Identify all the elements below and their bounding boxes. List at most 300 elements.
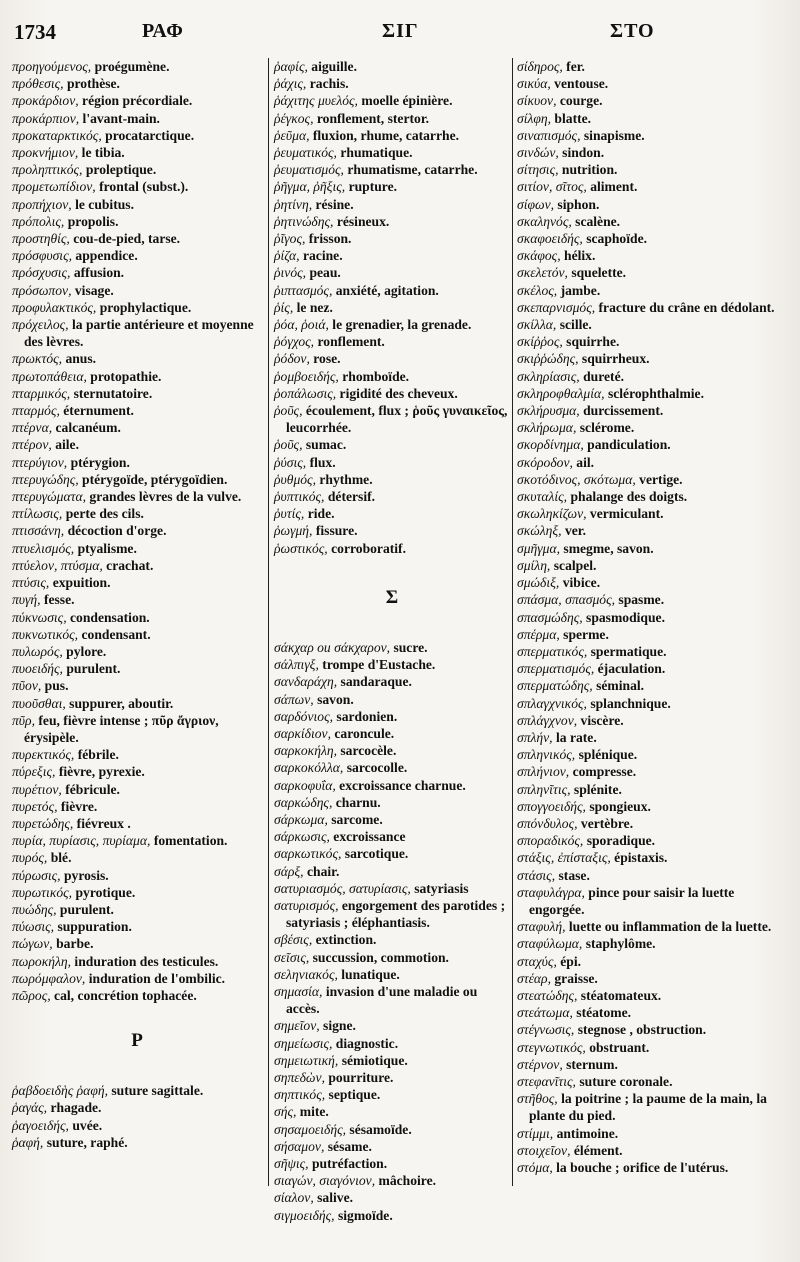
french-definition: excroissance xyxy=(329,829,406,845)
greek-headword: σησαμοειδής, xyxy=(274,1121,347,1137)
french-definition: compresse. xyxy=(569,764,637,780)
dictionary-entry xyxy=(12,161,262,178)
greek-headword: πρόσωπον, xyxy=(12,282,72,298)
greek-headword: σκίῤῥος, xyxy=(517,334,563,350)
french-definition: sternutatoire. xyxy=(70,385,153,401)
french-definition: protopathie. xyxy=(86,368,162,384)
french-definition: la partie antérieure et moyenne des lèvres. xyxy=(24,317,254,350)
greek-headword: σημείωσις, xyxy=(274,1035,333,1051)
greek-headword: προφυλακτικός, xyxy=(12,299,97,315)
greek-headword: ῥοῦς, xyxy=(274,403,303,419)
greek-headword: πυρέτιον, xyxy=(12,781,62,797)
french-definition: chair. xyxy=(303,863,340,879)
dictionary-entry xyxy=(12,695,262,712)
header-center-guideword: ΣΙΓ xyxy=(382,20,419,42)
dictionary-entry xyxy=(12,849,262,866)
dictionary-entry xyxy=(12,1099,262,1116)
french-definition: rose. xyxy=(309,351,341,367)
greek-headword: στεάτωμα, xyxy=(517,1005,573,1021)
french-definition: anxiété, agitation. xyxy=(332,282,439,298)
dictionary-entry xyxy=(274,931,510,948)
french-definition: spermatique. xyxy=(587,643,667,659)
french-definition: squirrhe. xyxy=(562,334,620,350)
greek-headword: ῥινός, xyxy=(274,265,307,281)
french-definition: suture sagittale. xyxy=(107,1083,204,1099)
dictionary-entry xyxy=(12,1082,262,1099)
french-definition: séminal. xyxy=(592,678,645,694)
dictionary-entry xyxy=(517,729,792,746)
running-header xyxy=(10,20,790,54)
dictionary-entry xyxy=(274,759,510,776)
dictionary-entry xyxy=(274,1035,510,1052)
greek-headword: ῥαβδοειδὴς ῥαφή, xyxy=(12,1083,108,1099)
greek-headword: σταφυλάγρα, xyxy=(517,884,585,900)
french-definition: condensant. xyxy=(78,626,151,642)
french-definition: propolis. xyxy=(64,213,119,229)
section-letter: Σ xyxy=(385,586,399,608)
dictionary-entry xyxy=(517,1090,792,1124)
dictionary-entry xyxy=(274,230,510,247)
french-definition: pyrosis. xyxy=(60,867,109,883)
dictionary-entry xyxy=(12,798,262,815)
dictionary-entry xyxy=(517,677,792,694)
greek-headword: σπογγοειδής, xyxy=(517,798,586,814)
french-definition: sucre. xyxy=(390,639,428,655)
dictionary-entry xyxy=(12,574,262,591)
dictionary-entry xyxy=(12,677,262,694)
greek-headword: ῥοῦς, xyxy=(274,437,303,453)
dictionary-entry xyxy=(274,691,510,708)
greek-headword: σκεπαρνισμός, xyxy=(517,299,596,315)
greek-headword: στέρνον, xyxy=(517,1056,563,1072)
french-definition: détersif. xyxy=(324,489,376,505)
dictionary-entry xyxy=(12,815,262,832)
dictionary-entry xyxy=(274,92,510,109)
greek-headword: πωρόμφαλον, xyxy=(12,970,86,986)
greek-headword: σκορδίνημα, xyxy=(517,437,584,453)
dictionary-entry xyxy=(12,264,262,281)
french-definition: l'avant-main. xyxy=(79,110,160,126)
greek-headword: στεφανῖτις, xyxy=(517,1073,576,1089)
greek-headword: πύρωσις, xyxy=(12,867,61,883)
dictionary-entry xyxy=(517,574,792,591)
dictionary-entry xyxy=(274,1155,510,1172)
greek-headword: ῥύσις, xyxy=(274,454,307,470)
dictionary-entry xyxy=(274,368,510,385)
dictionary-entry xyxy=(12,247,262,264)
french-definition: squelette. xyxy=(567,265,627,281)
greek-headword: σαρκοκόλλα, xyxy=(274,760,344,776)
dictionary-entry xyxy=(274,75,510,92)
dictionary-entry xyxy=(274,196,510,213)
greek-headword: ῥίζα, xyxy=(274,248,300,264)
dictionary-entry xyxy=(517,92,792,109)
greek-headword: σμώδιξ, xyxy=(517,575,560,591)
greek-headword: σπερματισμός, xyxy=(517,661,595,677)
dictionary-entry xyxy=(517,660,792,677)
dictionary-entry xyxy=(274,983,510,1017)
greek-headword: σάκχαρ ou σάκχαρον, xyxy=(274,639,391,655)
french-definition: ver. xyxy=(561,523,586,539)
french-definition: ptérygion. xyxy=(67,454,130,470)
dictionary-entry xyxy=(517,953,792,970)
dictionary-entry xyxy=(12,505,262,522)
dictionary-entry xyxy=(12,557,262,574)
french-definition: scille. xyxy=(556,317,592,333)
greek-headword: σπόνδυλος, xyxy=(517,815,578,831)
french-definition: barbe. xyxy=(52,936,94,952)
dictionary-entry xyxy=(517,1056,792,1073)
dictionary-entry xyxy=(274,880,510,897)
dictionary-entry xyxy=(274,402,510,436)
french-definition: phalange des doigts. xyxy=(567,489,688,505)
greek-headword: πτερύγιον, xyxy=(12,454,68,470)
greek-headword: ῥωγμή, xyxy=(274,523,313,539)
dictionary-entry xyxy=(274,1086,510,1103)
dictionary-entry xyxy=(274,213,510,230)
dictionary-entry xyxy=(274,1069,510,1086)
french-definition: pandiculation. xyxy=(583,437,671,453)
french-definition: suture coronale. xyxy=(575,1073,673,1089)
french-definition: fièvre, pyrexie. xyxy=(55,764,145,780)
greek-headword: πῦον, xyxy=(12,678,42,694)
dictionary-entry xyxy=(274,725,510,742)
french-definition: prothèse. xyxy=(63,76,120,92)
dictionary-entry xyxy=(274,949,510,966)
header-left-guideword: ΡΑΦ xyxy=(142,20,184,42)
greek-headword: πτύσις, xyxy=(12,575,50,591)
french-definition: fébrile. xyxy=(74,747,119,763)
greek-headword: ῥοπάλωσις, xyxy=(274,385,337,401)
french-definition: splénique. xyxy=(575,747,638,763)
french-definition: épistaxis. xyxy=(610,850,668,866)
greek-headword: σατυριασμός, σατυρίασις, xyxy=(274,880,411,896)
greek-headword: πυοειδής, xyxy=(12,661,63,677)
french-definition: graisse. xyxy=(550,970,598,986)
dictionary-entry xyxy=(274,316,510,333)
dictionary-entry xyxy=(517,385,792,402)
french-definition: épi. xyxy=(556,953,582,969)
french-definition: fomentation. xyxy=(150,833,228,849)
french-definition: stase. xyxy=(555,867,590,883)
dictionary-entry xyxy=(12,953,262,970)
greek-headword: πῦρ, xyxy=(12,712,35,728)
greek-headword: πυρεκτικός, xyxy=(12,747,75,763)
french-definition: purulent. xyxy=(56,901,114,917)
french-definition: racine. xyxy=(299,248,343,264)
dictionary-entry xyxy=(517,75,792,92)
greek-headword: ῥαφή, xyxy=(12,1134,44,1150)
dictionary-entry xyxy=(12,643,262,660)
dictionary-entry xyxy=(12,1134,262,1151)
french-definition: éjaculation. xyxy=(594,661,666,677)
dictionary-entry xyxy=(517,935,792,952)
dictionary-entry xyxy=(274,471,510,488)
dictionary-entry xyxy=(274,845,510,862)
greek-headword: σκέλος, xyxy=(517,282,558,298)
french-definition: diagnostic. xyxy=(332,1035,399,1051)
french-definition: induration de l'ombilic. xyxy=(85,970,226,986)
dictionary-entry xyxy=(274,385,510,402)
dictionary-entry xyxy=(12,987,262,1004)
french-definition: caroncule. xyxy=(331,725,395,741)
greek-headword: σκώληξ, xyxy=(517,523,562,539)
french-definition: savon. xyxy=(313,691,354,707)
french-definition: sporadique. xyxy=(583,833,656,849)
french-definition: ronflement, stertor. xyxy=(313,110,429,126)
greek-headword: σίκυον, xyxy=(517,93,557,109)
dictionary-entry xyxy=(517,402,792,419)
dictionary-entry xyxy=(274,1207,510,1224)
dictionary-entry xyxy=(274,144,510,161)
french-definition: ventouse. xyxy=(550,76,609,92)
french-definition: affusion. xyxy=(70,265,125,281)
french-definition: lunatique. xyxy=(337,966,400,982)
french-definition: le grenadier, la grenade. xyxy=(328,317,472,333)
greek-headword: σκοτόδινος, σκότωμα, xyxy=(517,471,636,487)
dictionary-entry xyxy=(12,901,262,918)
greek-headword: πρόπολις, xyxy=(12,213,65,229)
dictionary-entry xyxy=(274,1103,510,1120)
greek-headword: σκόροδον, xyxy=(517,454,573,470)
french-definition: excroissance charnue. xyxy=(335,777,466,793)
french-definition: vibice. xyxy=(559,575,601,591)
french-definition: résineux. xyxy=(333,213,390,229)
dictionary-entry xyxy=(517,454,792,471)
french-definition: sumac. xyxy=(302,437,347,453)
french-definition: la poitrine ; la paume de la main, la plante du pied. xyxy=(529,1091,767,1124)
dictionary-entry xyxy=(274,811,510,828)
french-definition: pus. xyxy=(41,678,69,694)
french-definition: sandaraque. xyxy=(337,674,412,690)
french-definition: sésame. xyxy=(324,1138,372,1154)
french-definition: aile. xyxy=(51,437,79,453)
french-definition: élément. xyxy=(570,1142,623,1158)
greek-headword: σεῖσις, xyxy=(274,949,310,965)
french-definition: rhythme. xyxy=(315,471,373,487)
french-definition: rachis. xyxy=(306,76,349,92)
dictionary-entry xyxy=(274,178,510,195)
french-definition: fer. xyxy=(562,59,585,74)
dictionary-entry xyxy=(274,1017,510,1034)
dictionary-entry xyxy=(517,522,792,539)
greek-headword: σκάφος, xyxy=(517,248,561,264)
dictionary-entry xyxy=(517,213,792,230)
dictionary-entry xyxy=(12,540,262,557)
french-definition: blatte. xyxy=(551,110,592,126)
dictionary-entry xyxy=(274,742,510,759)
dictionary-entry xyxy=(517,144,792,161)
greek-headword: στέγνωσις, xyxy=(517,1022,575,1038)
french-definition: appendice. xyxy=(72,248,138,264)
greek-headword: σκλήρωμα, xyxy=(517,420,577,436)
greek-headword: ῥευματικός, xyxy=(274,145,337,161)
french-definition: sinapisme. xyxy=(580,127,645,143)
french-definition: signe. xyxy=(319,1018,356,1034)
dictionary-entry xyxy=(12,918,262,935)
dictionary-entry xyxy=(517,591,792,608)
dictionary-entry xyxy=(274,247,510,264)
french-definition: induration des testicules. xyxy=(71,953,219,969)
dictionary-entry xyxy=(274,299,510,316)
french-definition: feu, fièvre intense ; πῦρ ἄγριον, érysipèle. xyxy=(24,712,219,745)
greek-headword: ῥεῦμα, xyxy=(274,127,310,143)
column-3 xyxy=(517,58,792,1222)
dictionary-entry xyxy=(517,643,792,660)
french-definition: satyriasis xyxy=(410,880,469,896)
dictionary-entry xyxy=(274,1189,510,1206)
greek-headword: στέαρ, xyxy=(517,970,551,986)
greek-headword: σίλφη, xyxy=(517,110,552,126)
french-definition: putréfaction. xyxy=(308,1155,388,1171)
french-definition: sternum. xyxy=(562,1056,618,1072)
dictionary-entry xyxy=(274,708,510,725)
greek-headword: σπλήν, xyxy=(517,729,553,745)
greek-headword: σβέσις, xyxy=(274,932,313,948)
french-definition: suppuration. xyxy=(54,919,132,935)
french-definition: condensation. xyxy=(66,609,150,625)
french-definition: corroboratif. xyxy=(327,540,406,556)
french-definition: viscère. xyxy=(577,712,624,728)
greek-headword: ῥάχιτης μυελός, xyxy=(274,93,358,109)
dictionary-entry xyxy=(517,161,792,178)
french-definition: calcanéum. xyxy=(52,420,121,436)
french-definition: blé. xyxy=(47,850,72,866)
greek-headword: σήσαμον, xyxy=(274,1138,325,1154)
dictionary-entry xyxy=(274,333,510,350)
dictionary-entry xyxy=(12,299,262,316)
french-definition: nutrition. xyxy=(558,162,618,178)
dictionary-entry xyxy=(274,1052,510,1069)
french-definition: vertèbre. xyxy=(577,815,634,831)
greek-headword: σάρκωσις, xyxy=(274,829,330,845)
french-definition: ptyalisme. xyxy=(74,540,137,556)
greek-headword: προκνήμιον, xyxy=(12,145,79,161)
french-definition: septique. xyxy=(325,1087,381,1103)
column-2 xyxy=(274,58,510,1222)
dictionary-entry xyxy=(12,127,262,144)
french-definition: la rate. xyxy=(552,729,597,745)
french-definition: peau. xyxy=(306,265,341,281)
greek-headword: πτερυγώματα, xyxy=(12,489,86,505)
greek-headword: σινδών, xyxy=(517,145,559,161)
french-definition: procatarctique. xyxy=(101,127,195,143)
greek-headword: ῥέγκος, xyxy=(274,110,314,126)
greek-headword: ῥάχις, xyxy=(274,76,307,92)
greek-headword: πωροκήλη, xyxy=(12,953,72,969)
greek-headword: σίαλον, xyxy=(274,1190,314,1206)
dictionary-entry xyxy=(274,58,510,75)
french-definition: ptérygoïde, ptérygoïdien. xyxy=(78,471,228,487)
dictionary-entry xyxy=(274,1172,510,1189)
greek-headword: σημειωτική, xyxy=(274,1052,339,1068)
greek-headword: ῥυθμός, xyxy=(274,471,316,487)
greek-headword: ῥητινώδης, xyxy=(274,213,334,229)
greek-headword: πτυελισμός, xyxy=(12,540,75,556)
greek-headword: πτύελον, πτύσμα, xyxy=(12,557,103,573)
greek-headword: ῥωστικός, xyxy=(274,540,328,556)
dictionary-entry xyxy=(12,522,262,539)
french-definition: scaphoïde. xyxy=(582,231,648,247)
greek-headword: πυρετώδης, xyxy=(12,815,74,831)
french-definition: sardonien. xyxy=(333,708,398,724)
greek-headword: πρόσχυσις, xyxy=(12,265,71,281)
dictionary-entry xyxy=(274,522,510,539)
greek-headword: στάσις, xyxy=(517,867,556,883)
greek-headword: σταφυλή, xyxy=(517,919,566,935)
french-definition: fluxion, rhume, catarrhe. xyxy=(309,127,459,143)
greek-headword: πρόσφυσις, xyxy=(12,248,72,264)
greek-headword: σατυρισμός, xyxy=(274,897,339,913)
greek-headword: σάλπιγξ, xyxy=(274,657,319,673)
column-rule-right xyxy=(512,58,513,1186)
dictionary-entry xyxy=(517,626,792,643)
dictionary-entry xyxy=(517,1159,792,1176)
greek-headword: σίφων, xyxy=(517,196,555,212)
greek-headword: πυγή, xyxy=(12,592,41,608)
greek-headword: σίτησις, xyxy=(517,162,559,178)
french-definition: aliment. xyxy=(586,179,638,195)
greek-headword: στόμα, xyxy=(517,1160,553,1175)
french-definition: rhomboïde. xyxy=(338,368,410,384)
dictionary-entry xyxy=(274,110,510,127)
dictionary-entry xyxy=(12,368,262,385)
french-definition: dureté. xyxy=(579,368,625,384)
dictionary-entry xyxy=(274,454,510,471)
french-definition: le cubitus. xyxy=(71,196,134,212)
greek-headword: πρωτοπάθεια, xyxy=(12,368,87,384)
french-definition: écoulement, flux ; ῥοῦς γυναικεῖος, leucorrhée. xyxy=(286,403,508,436)
dictionary-entry xyxy=(12,488,262,505)
dictionary-entry xyxy=(274,127,510,144)
french-definition: spongieux. xyxy=(585,798,651,814)
greek-headword: ῥαγοειδής, xyxy=(12,1117,69,1133)
dictionary-entry xyxy=(12,609,262,626)
greek-headword: σπλαγχνικός, xyxy=(517,695,587,711)
greek-headword: πυοῦσθαι, xyxy=(12,695,66,711)
greek-headword: σπερματικός, xyxy=(517,643,588,659)
dictionary-entry xyxy=(517,333,792,350)
dictionary-entry xyxy=(517,695,792,712)
french-definition: salive. xyxy=(313,1190,354,1206)
dictionary-entry xyxy=(274,794,510,811)
greek-headword: σκαληνός, xyxy=(517,213,572,229)
greek-headword: προκαταρκτικός, xyxy=(12,127,102,143)
french-definition: stéatomateux. xyxy=(577,987,662,1003)
french-definition: sindon. xyxy=(558,145,605,161)
greek-headword: σῆψις, xyxy=(274,1155,309,1171)
dictionary-entry xyxy=(274,966,510,983)
greek-headword: ῥαγάς, xyxy=(12,1100,48,1116)
greek-headword: σαρκοκήλη, xyxy=(274,743,337,759)
greek-headword: σκελετόν, xyxy=(517,265,568,281)
french-definition: proégumène. xyxy=(91,59,170,74)
dictionary-entry xyxy=(517,58,792,75)
dictionary-entry xyxy=(12,867,262,884)
french-definition: fébricule. xyxy=(61,781,120,797)
dictionary-entry xyxy=(12,454,262,471)
greek-headword: σμῆγμα, xyxy=(517,540,560,556)
greek-headword: πώγων, xyxy=(12,936,53,952)
greek-headword: στάξις, ἐπίσταξις, xyxy=(517,850,611,866)
dictionary-entry xyxy=(274,540,510,557)
greek-headword: ῥητίνη, xyxy=(274,196,313,212)
greek-headword: στεατώδης, xyxy=(517,987,578,1003)
french-definition: cal, concrétion tophacée. xyxy=(50,987,197,1003)
greek-headword: πύρεξις, xyxy=(12,764,56,780)
french-definition: expuition. xyxy=(49,575,111,591)
greek-headword: σπέρμα, xyxy=(517,626,560,642)
